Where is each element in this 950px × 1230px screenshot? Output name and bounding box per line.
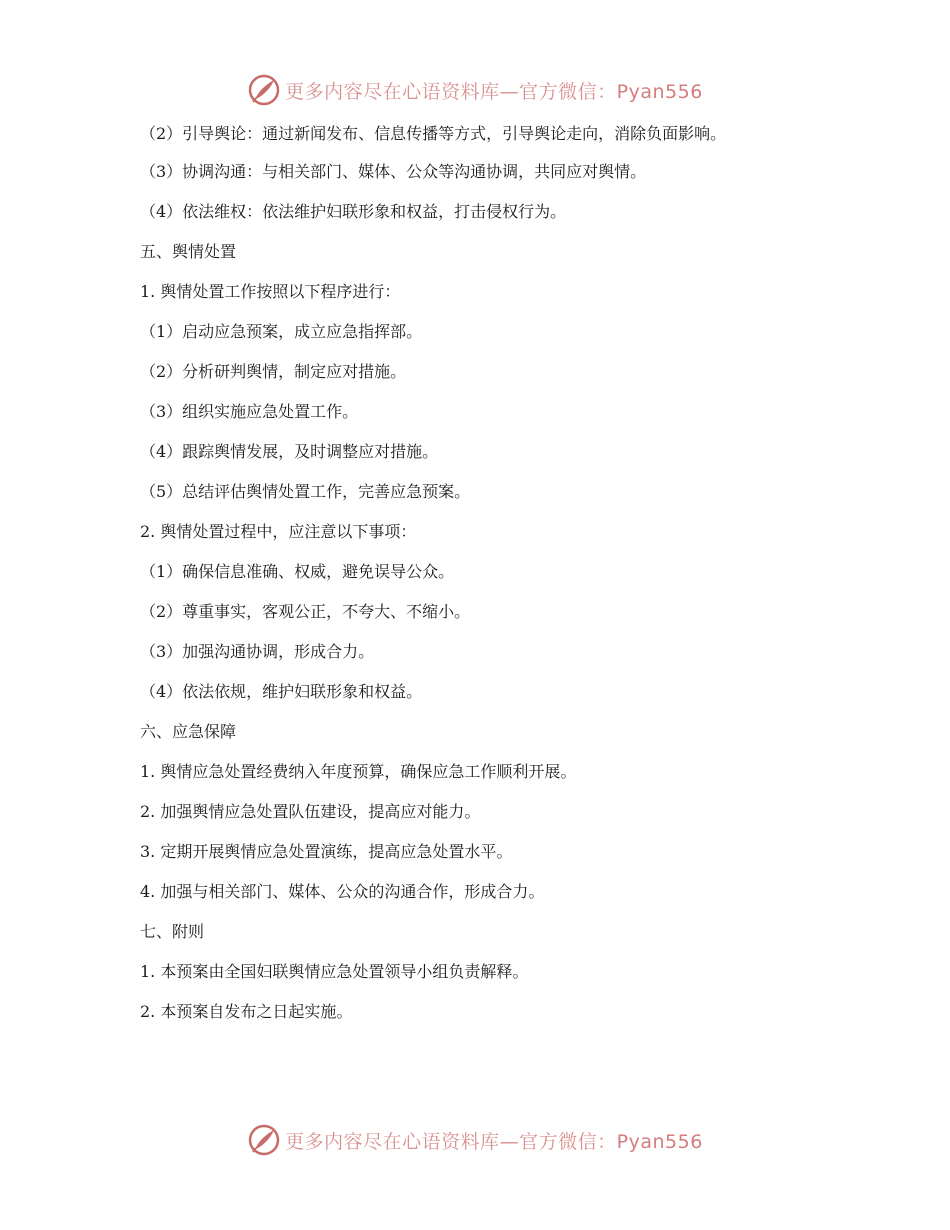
paragraph: 2. 加强舆情应急处置队伍建设，提高应对能力。: [140, 802, 481, 821]
paragraph: 2. 舆情处置过程中，应注意以下事项：: [140, 522, 417, 541]
paragraph: （1）确保信息准确、权威，避免误导公众。: [140, 562, 455, 581]
quill-pen-logo-icon: [247, 1123, 281, 1157]
paragraph: （5）总结评估舆情处置工作，完善应急预案。: [140, 482, 471, 501]
paragraph: 1. 舆情应急处置经费纳入年度预算，确保应急工作顺利开展。: [140, 762, 577, 781]
paragraph: （3）组织实施应急处置工作。: [140, 402, 359, 421]
quill-pen-logo-icon: [247, 73, 281, 107]
paragraph: 1. 舆情处置工作按照以下程序进行：: [140, 282, 401, 301]
watermark-text: 更多内容尽在心语资料库—官方微信：: [285, 1130, 617, 1153]
paragraph: 3. 定期开展舆情应急处置演练，提高应急处置水平。: [140, 842, 513, 861]
paragraph: （2）分析研判舆情，制定应对措施。: [140, 362, 407, 381]
paragraph: （4）跟踪舆情发展，及时调整应对措施。: [140, 442, 439, 461]
watermark-text: 更多内容尽在心语资料库—官方微信：: [285, 80, 617, 103]
paragraph: （4）依法维权：依法维护妇联形象和权益，打击侵权行为。: [140, 202, 567, 221]
watermark-handle: Pyan556: [616, 1130, 703, 1153]
paragraph: 2. 本预案自发布之日起实施。: [140, 1002, 353, 1021]
paragraph: （3）协调沟通：与相关部门、媒体、公众等沟通协调，共同应对舆情。: [140, 162, 647, 181]
paragraph: （3）加强沟通协调，形成合力。: [140, 642, 375, 661]
header-watermark: [0, 70, 950, 110]
paragraph: 4. 加强与相关部门、媒体、公众的沟通合作，形成合力。: [140, 882, 545, 901]
section-heading: 七、附则: [140, 922, 205, 941]
section-heading: 六、应急保障: [140, 722, 237, 741]
watermark-handle: Pyan556: [616, 80, 703, 103]
footer-watermark: [0, 1120, 950, 1160]
section-heading: 五、舆情处置: [140, 242, 237, 261]
paragraph: （4）依法依规，维护妇联形象和权益。: [140, 682, 423, 701]
paragraph: （2）尊重事实，客观公正，不夸大、不缩小。: [140, 602, 471, 621]
paragraph: 1. 本预案由全国妇联舆情应急处置领导小组负责解释。: [140, 962, 529, 981]
paragraph: （2）引导舆论：通过新闻发布、信息传播等方式，引导舆论走向，消除负面影响。: [140, 124, 727, 143]
paragraph: （1）启动应急预案，成立应急指挥部。: [140, 322, 423, 341]
document-body: [140, 122, 808, 1040]
